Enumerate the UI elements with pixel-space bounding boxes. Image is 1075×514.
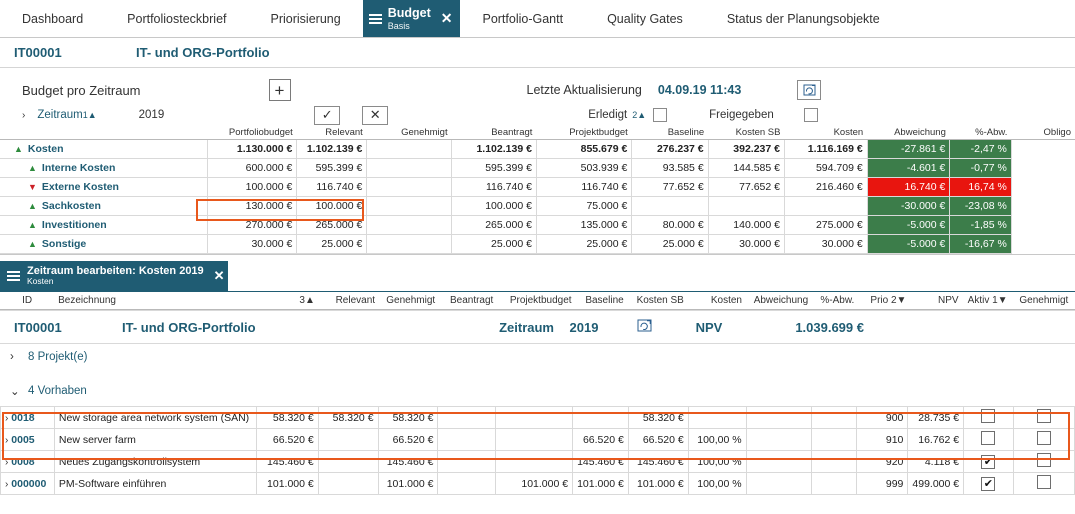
cell-genehmigt: 66.520 € (378, 429, 438, 451)
checkbox-x[interactable]: ✕ (362, 106, 388, 125)
cell-abweichung: -30.000 € (867, 197, 950, 216)
cell-relevant: 58.320 € (318, 407, 378, 429)
cell-bezeichnung: New server farm (54, 429, 256, 451)
cell-kosten-sb: 58.320 € (628, 407, 688, 429)
triangle-down-icon: ▼ (28, 182, 37, 192)
triangle-up-icon: ▲ (28, 220, 37, 230)
cell-prio: 920 (856, 451, 908, 473)
cell-obligo (1011, 235, 1075, 254)
col-header[interactable]: 3▲ (257, 292, 319, 310)
cell-abw-pct (811, 407, 856, 429)
last-update-value: 04.09.19 11:43 (657, 83, 742, 97)
checkbox[interactable] (1037, 475, 1051, 489)
tab-label: Quality Gates (607, 11, 683, 26)
col-header[interactable]: Abweichung (746, 292, 812, 310)
cell (708, 197, 784, 216)
cell-baseline: 101.000 € (573, 473, 629, 495)
row-label: ▲ Sachkosten (0, 197, 208, 216)
checkbox-ok[interactable]: ✓ (314, 106, 340, 125)
cell-prio: 999 (856, 473, 908, 495)
cell-abw-pct (811, 473, 856, 495)
cell: 135.000 € (536, 216, 631, 235)
cell-abweichung: -5.000 € (867, 216, 950, 235)
portfolio-code: IT00001 (14, 45, 62, 60)
period-edit-title: Zeitraum bearbeiten: Kosten 2019 (27, 264, 204, 277)
cell-abweichung (746, 429, 811, 451)
cell-baseline (573, 407, 629, 429)
cell-npv: 16.762 € (908, 429, 964, 451)
col-header[interactable]: Relevant (297, 126, 367, 140)
period-edit-subtitle: Kosten (27, 276, 54, 287)
col-header[interactable]: Kosten SB (628, 292, 688, 310)
tab-label: Dashboard (22, 11, 84, 26)
table-header-row (0, 126, 1075, 140)
page-title (0, 38, 1075, 68)
projects-table (0, 292, 1075, 310)
portfolio-name: IT- und ORG-Portfolio (136, 45, 270, 60)
cell: 100.000 € (452, 197, 537, 216)
cell-abweichung: 16.740 € (867, 178, 950, 197)
summary-name: IT- und ORG-Portfolio (122, 319, 256, 335)
cell-abw-pct: -16,67 % (950, 235, 1011, 254)
cell: 855.679 € (536, 140, 631, 159)
tab-label: Budget (387, 6, 431, 21)
table-row[interactable] (1, 429, 1075, 451)
period-filter-row (0, 104, 1075, 126)
tab-quality-gates[interactable] (585, 0, 705, 37)
chevron-right-icon[interactable]: › (10, 351, 14, 363)
cell-abweichung (746, 407, 811, 429)
cell-projektbudget (495, 429, 573, 451)
col-header[interactable]: Kosten (784, 126, 867, 140)
cell-kosten (688, 407, 746, 429)
cell-bezeichnung: Neues Zugangskontrollsystem (54, 451, 256, 473)
cell (367, 159, 452, 178)
col-header[interactable]: Relevant (319, 292, 379, 310)
refresh-glyph (803, 84, 816, 96)
refresh-icon[interactable] (797, 80, 821, 100)
cell-kosten: 100,00 % (688, 473, 746, 495)
tab-portfolio-gantt[interactable] (460, 0, 585, 37)
col-header[interactable]: Genehmigt (1013, 292, 1075, 310)
table-row[interactable] (0, 140, 1075, 159)
checkbox[interactable]: ✔ (981, 477, 995, 491)
erledigt-label: Erledigt (588, 109, 628, 121)
erledigt-checkbox[interactable] (653, 108, 667, 122)
group-row-vorhaben[interactable] (0, 378, 1075, 404)
cell: 116.740 € (297, 178, 367, 197)
cell-baseline: 66.520 € (573, 429, 629, 451)
cell-kosten: 100,00 % (688, 451, 746, 473)
cell-relevant (318, 429, 378, 451)
cell-beantragt (438, 429, 495, 451)
col-header[interactable]: Baseline (576, 292, 628, 310)
cell-bezeichnung: New storage area network system (SAN) (54, 407, 256, 429)
cell-npv: 4.118 € (908, 451, 964, 473)
cell: 25.000 € (632, 235, 708, 254)
cell (632, 197, 708, 216)
checkbox[interactable] (981, 409, 995, 423)
cell-bezeichnung: PM-Software einführen (54, 473, 256, 495)
portfolio-summary-row (0, 310, 1075, 344)
cell-obligo (1011, 140, 1075, 159)
cell-prio: 910 (856, 429, 908, 451)
cell-abweichung: -4.601 € (867, 159, 950, 178)
main-tab-bar (0, 0, 1075, 38)
col-header[interactable]: %-Abw. (950, 126, 1011, 140)
table-row[interactable] (0, 159, 1075, 178)
summary-zeitraum-label: Zeitraum (499, 319, 554, 335)
group-label: 8 Projekt(e) (28, 351, 88, 363)
cell-abw-pct: -23,08 % (950, 197, 1011, 216)
cell-genehmigt: 145.460 € (378, 451, 438, 473)
cell (784, 197, 867, 216)
cell: 276.237 € (632, 140, 708, 159)
cell-sort: 58.320 € (256, 407, 318, 429)
zeitraum-sort-indicator[interactable]: 1▲ (82, 110, 97, 120)
cell-genehmigt: 101.000 € (378, 473, 438, 495)
cell: 1.102.139 € (297, 140, 367, 159)
cell-kosten-sb: 66.520 € (628, 429, 688, 451)
cell-aktiv[interactable] (964, 407, 1013, 429)
expand-icon[interactable]: › (5, 478, 9, 490)
cell-sort: 101.000 € (256, 473, 318, 495)
triangle-up-icon: ▲ (14, 144, 23, 154)
expand-chevron-icon[interactable]: › (22, 109, 26, 121)
cell: 1.130.000 € (208, 140, 297, 159)
cell: 595.399 € (452, 159, 537, 178)
cell-abw-pct: -0,77 % (950, 159, 1011, 178)
cell-genehmigt-cb[interactable] (1013, 473, 1074, 495)
cell: 130.000 € (208, 197, 297, 216)
refresh-icon[interactable] (614, 319, 674, 335)
cell: 600.000 € (208, 159, 297, 178)
close-icon[interactable]: ✕ (213, 268, 225, 283)
cell: 100.000 € (208, 178, 297, 197)
cell (367, 216, 452, 235)
col-header[interactable]: Projektbudget (497, 292, 575, 310)
cell: 77.652 € (632, 178, 708, 197)
freigegeben-label: Freigegeben (709, 109, 774, 121)
period-edit-tab[interactable] (0, 261, 228, 291)
cell: 503.939 € (536, 159, 631, 178)
cell-abw-pct: -1,85 % (950, 216, 1011, 235)
group-row-projekte[interactable] (0, 344, 1075, 370)
cell: 1.102.139 € (452, 140, 537, 159)
table-row[interactable] (0, 178, 1075, 197)
cell: 80.000 € (632, 216, 708, 235)
cell: 1.116.169 € (784, 140, 867, 159)
triangle-up-icon: ▲ (28, 201, 37, 211)
cell-obligo (1011, 178, 1075, 197)
row-label: ▲ Sonstige (0, 235, 208, 254)
cell-beantragt (438, 473, 495, 495)
cell-abweichung (746, 451, 811, 473)
table-row[interactable] (1, 473, 1075, 495)
col-header[interactable]: Abweichung (867, 126, 950, 140)
cell-id[interactable]: › 0005 (1, 429, 55, 451)
cell: 270.000 € (208, 216, 297, 235)
cell: 216.460 € (784, 178, 867, 197)
cell-aktiv[interactable] (964, 473, 1013, 495)
col-header[interactable]: Prio 2▼ (858, 292, 910, 310)
period-edit-section (0, 254, 1075, 495)
checkbox[interactable] (1037, 453, 1051, 467)
cell-genehmigt: 58.320 € (378, 407, 438, 429)
cell: 265.000 € (452, 216, 537, 235)
cell: 25.000 € (452, 235, 537, 254)
col-header[interactable]: NPV (910, 292, 962, 310)
checkbox[interactable] (1037, 431, 1051, 445)
row-label: ▲ Interne Kosten (0, 159, 208, 178)
budget-panel-header (0, 76, 1075, 104)
row-label: ▲ Kosten (0, 140, 208, 159)
hamburger-icon[interactable] (369, 12, 382, 26)
cell-obligo (1011, 197, 1075, 216)
cell-prio: 900 (856, 407, 908, 429)
col-header[interactable]: Kosten SB (708, 126, 784, 140)
cell-npv: 28.735 € (908, 407, 964, 429)
cell: 30.000 € (784, 235, 867, 254)
col-header[interactable]: Baseline (632, 126, 708, 140)
zeitraum-label: Zeitraum (37, 109, 83, 121)
tab-label: Portfolio-Gantt (482, 11, 564, 26)
tab-label: Status der Planungsobjekte (726, 11, 880, 26)
checkbox[interactable] (981, 431, 995, 445)
summary-npv-value: 1.039.699 € (795, 319, 864, 335)
vorhaben-rows-table (0, 406, 1075, 495)
table-row[interactable] (0, 197, 1075, 216)
triangle-up-icon: ▲ (28, 163, 37, 173)
cell-beantragt (438, 451, 495, 473)
cell-projektbudget (495, 451, 573, 473)
freigegeben-checkbox[interactable] (804, 108, 818, 122)
close-icon[interactable]: ✕ (440, 10, 453, 26)
cell-npv: 499.000 € (908, 473, 964, 495)
cell-abweichung (746, 473, 811, 495)
cell: 25.000 € (536, 235, 631, 254)
tab-status-planungsobjekte[interactable] (705, 0, 902, 37)
cell-id[interactable]: › 0008 (1, 451, 55, 473)
col-header[interactable]: Obligo (1011, 126, 1075, 140)
row-label: ▲ Investitionen (0, 216, 208, 235)
cell-genehmigt-cb[interactable] (1013, 451, 1074, 473)
summary-npv-label: NPV (695, 319, 723, 335)
col-header[interactable]: Aktiv 1▼ (963, 292, 1013, 310)
cell: 595.399 € (297, 159, 367, 178)
cell: 392.237 € (708, 140, 784, 159)
col-header[interactable] (0, 126, 208, 140)
cell (367, 197, 452, 216)
table-row[interactable] (1, 407, 1075, 429)
zeitraum-year: 2019 (138, 109, 165, 121)
add-period-button[interactable]: + (269, 79, 291, 101)
cell: 75.000 € (536, 197, 631, 216)
cell-beantragt (438, 407, 495, 429)
cell-kosten-sb: 145.460 € (628, 451, 688, 473)
cell: 116.740 € (536, 178, 631, 197)
cell-relevant (318, 473, 378, 495)
budget-table (0, 126, 1075, 254)
cell: 30.000 € (208, 235, 297, 254)
budget-per-period-panel (0, 68, 1075, 254)
triangle-up-icon: ▲ (28, 239, 37, 249)
cell-abw-pct: 16,74 % (950, 178, 1011, 197)
cell-kosten: 100,00 % (688, 429, 746, 451)
table-row[interactable] (0, 216, 1075, 235)
summary-code: IT00001 (14, 319, 62, 335)
cell: 265.000 € (297, 216, 367, 235)
cell-aktiv[interactable] (964, 429, 1013, 451)
tab-dashboard[interactable] (0, 0, 105, 37)
col-header[interactable]: ID (0, 292, 54, 310)
col-header[interactable]: Bezeichnung (54, 292, 257, 310)
table-row[interactable] (0, 235, 1075, 254)
cell: 100.000 € (297, 197, 367, 216)
budget-panel-title: Budget pro Zeitraum (22, 82, 141, 98)
tab-label: Priorisierung (270, 11, 341, 26)
cell-aktiv[interactable] (964, 451, 1013, 473)
cell-genehmigt-cb[interactable] (1013, 429, 1074, 451)
cell: 77.652 € (708, 178, 784, 197)
tab-priorisierung[interactable] (249, 0, 363, 37)
cell: 144.585 € (708, 159, 784, 178)
cell-id[interactable]: › 000000 (1, 473, 55, 495)
cell: 275.000 € (784, 216, 867, 235)
cell (367, 235, 452, 254)
cell-abw-pct (811, 451, 856, 473)
chevron-down-icon[interactable]: ⌄ (10, 386, 20, 398)
cell-abweichung: -27.861 € (867, 140, 950, 159)
checkbox[interactable]: ✔ (981, 455, 995, 469)
expand-icon[interactable]: › (5, 412, 9, 424)
table-row[interactable] (1, 451, 1075, 473)
col-header[interactable]: Genehmigt (367, 126, 452, 140)
cell: 30.000 € (708, 235, 784, 254)
cell-projektbudget (495, 407, 573, 429)
cell (367, 140, 452, 159)
cell-kosten-sb: 101.000 € (628, 473, 688, 495)
tab-label: Portfoliosteckbrief (127, 11, 227, 26)
col-header[interactable]: Projektbudget (536, 126, 631, 140)
col-header[interactable]: %-Abw. (812, 292, 858, 310)
last-update-label: Letzte Aktualisierung (526, 83, 642, 97)
tab-sublabel: Basis (387, 20, 410, 31)
cell: 594.709 € (784, 159, 867, 178)
col-header[interactable]: Beantragt (452, 126, 537, 140)
row-label: ▼ Externe Kosten (0, 178, 208, 197)
cell (367, 178, 452, 197)
summary-year: 2019 (569, 319, 599, 335)
cell-abw-pct: -2,47 % (950, 140, 1011, 159)
tab-portfoliosteckbrief[interactable] (105, 0, 248, 37)
cell-genehmigt-cb[interactable] (1013, 407, 1074, 429)
cell-abweichung: -5.000 € (867, 235, 950, 254)
cell-sort: 145.460 € (256, 451, 318, 473)
cell-baseline: 145.460 € (573, 451, 629, 473)
refresh-glyph (637, 319, 652, 332)
group-label: 4 Vorhaben (28, 385, 87, 397)
cell: 140.000 € (708, 216, 784, 235)
cell-obligo (1011, 159, 1075, 178)
expand-icon[interactable]: › (5, 456, 9, 468)
col-header[interactable]: Portfoliobudget (208, 126, 297, 140)
expand-icon[interactable]: › (5, 434, 9, 446)
col-header[interactable]: Beantragt (439, 292, 497, 310)
cell: 93.585 € (632, 159, 708, 178)
col-header[interactable]: Genehmigt (379, 292, 439, 310)
cell-id[interactable]: › 0018 (1, 407, 55, 429)
hamburger-icon[interactable] (0, 261, 27, 291)
cell-relevant (318, 451, 378, 473)
checkbox[interactable] (1037, 409, 1051, 423)
tab-budget[interactable] (363, 0, 461, 37)
col-header[interactable]: Kosten (688, 292, 746, 310)
cell: 25.000 € (297, 235, 367, 254)
cell-sort: 66.520 € (256, 429, 318, 451)
cell-projektbudget: 101.000 € (495, 473, 573, 495)
cell-obligo (1011, 216, 1075, 235)
erledigt-sort-indicator[interactable]: 2▲ (632, 110, 647, 120)
cell-abw-pct (811, 429, 856, 451)
cell: 116.740 € (452, 178, 537, 197)
table-header-row (0, 292, 1075, 310)
